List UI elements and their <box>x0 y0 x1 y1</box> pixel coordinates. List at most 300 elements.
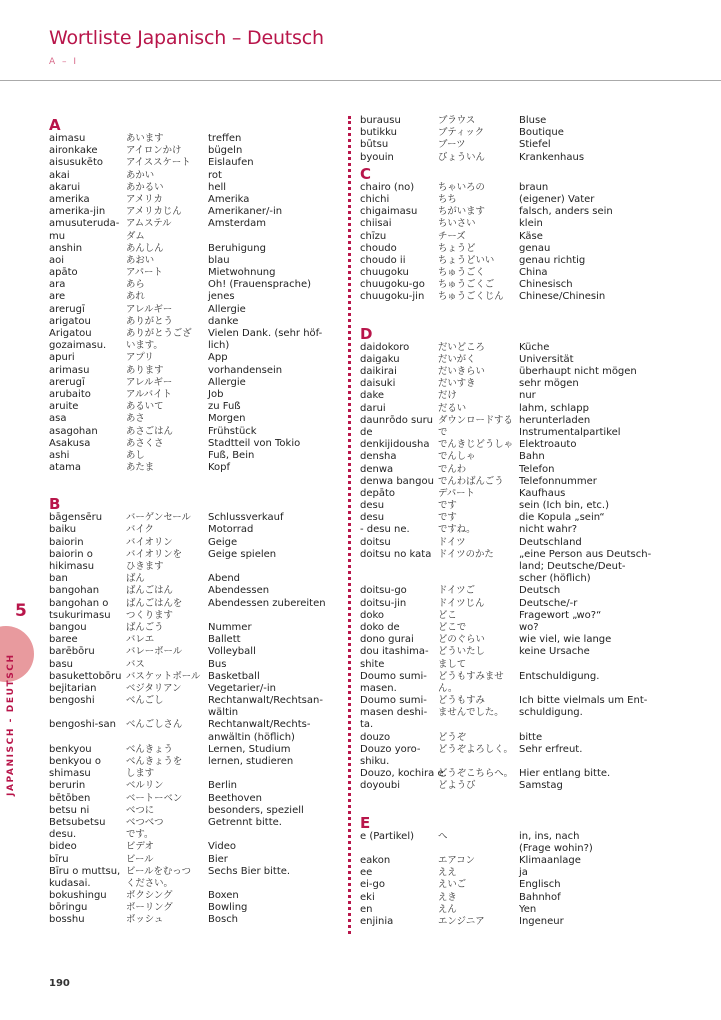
japanese-text: あれ <box>126 291 145 303</box>
romaji-text: doitsu-go <box>360 585 407 597</box>
japanese-text: あし <box>126 449 145 461</box>
japanese-text: エアコン <box>438 854 476 866</box>
german-text: Getrennt bitte. <box>208 816 282 828</box>
german-text: keine Ursache <box>519 646 590 658</box>
word-entry <box>360 842 593 855</box>
romaji-text: ban <box>49 573 68 585</box>
word-entry <box>360 536 582 549</box>
german-text: Amerika <box>208 193 250 205</box>
german-text: Krankenhaus <box>519 151 585 163</box>
japanese-text: ばん <box>126 573 145 585</box>
romaji-text: ara <box>49 279 66 291</box>
german-text: jenes <box>208 291 235 303</box>
romaji-text: aironkake <box>49 145 98 157</box>
word-entry <box>360 151 585 164</box>
romaji-text: arigatou <box>49 315 91 327</box>
german-text: Hier entlang bitte. <box>519 768 611 780</box>
word-entry <box>360 548 652 561</box>
word-entry <box>49 841 237 853</box>
romaji-text: baree <box>49 634 78 646</box>
romaji-text: Asakusa <box>49 437 91 449</box>
romaji-text: doitsu <box>360 536 391 548</box>
japanese-text: ばんごはん <box>126 585 173 597</box>
german-text: Abendessen zubereiten <box>208 597 326 609</box>
japanese-text: エンジニア <box>438 915 485 927</box>
romaji-text: chigaimasu <box>360 206 418 218</box>
word-entry <box>360 500 609 512</box>
german-text: Kaufhaus <box>519 487 566 499</box>
japanese-text: ばんごはんを <box>126 597 183 609</box>
german-text: Nummer <box>208 621 252 633</box>
word-entry <box>49 646 256 658</box>
romaji-text: baiku <box>49 524 77 536</box>
japanese-text: ちいさい <box>438 218 476 230</box>
japanese-text: だるい <box>438 402 467 414</box>
romaji-text: apuri <box>49 352 75 364</box>
romaji-text: enjinia <box>360 915 394 927</box>
japanese-text: あかい <box>126 169 155 181</box>
german-text: Fragewort „wo?“ <box>519 609 602 621</box>
word-entry <box>49 462 231 474</box>
word-entry <box>49 328 323 340</box>
german-text: nur <box>519 390 536 402</box>
german-text: Telefonnummer <box>519 475 597 487</box>
japanese-text: あさごはん <box>126 425 173 437</box>
word-entry <box>49 597 326 610</box>
japanese-text: どうもすみませ <box>438 670 504 682</box>
japanese-text: どうぞこちらへ。 <box>438 768 514 780</box>
japanese-text: どのぐらい <box>438 634 485 646</box>
german-text: Boutique <box>519 127 564 139</box>
german-text: Geige <box>208 536 238 548</box>
german-text: Bus <box>208 658 227 670</box>
word-entry <box>360 743 583 756</box>
japanese-text: アレルギー <box>126 303 173 315</box>
word-entry <box>49 340 230 352</box>
german-text: Allergie <box>208 376 246 388</box>
word-entry <box>360 426 621 439</box>
german-text: nicht wahr? <box>519 524 578 536</box>
romaji-text: doyoubi <box>360 780 400 792</box>
german-text: falsch, anders sein <box>519 206 613 218</box>
japanese-text: です <box>438 500 457 512</box>
word-entry <box>360 463 555 476</box>
german-text: China <box>519 267 548 279</box>
word-column-left <box>49 115 326 927</box>
japanese-text: です。 <box>126 829 154 841</box>
word-entry <box>49 816 282 829</box>
japanese-text: まして <box>438 658 467 670</box>
japanese-text: ブティック <box>438 127 485 139</box>
word-entry <box>49 548 277 561</box>
romaji-text: e (Partikel) <box>360 830 415 842</box>
word-entry <box>360 585 561 597</box>
romaji-text: amerika-jin <box>49 206 106 218</box>
romaji-text: ashi <box>49 449 70 461</box>
romaji-text: benkyou <box>49 743 92 755</box>
japanese-text: べつべつ <box>126 816 164 828</box>
word-entry <box>360 291 606 303</box>
german-text: rot <box>208 169 222 181</box>
romaji-text: eki <box>360 891 375 903</box>
romaji-text: doko <box>360 609 385 621</box>
word-entry <box>360 768 611 780</box>
german-text: Bosch <box>208 914 239 926</box>
section-gap <box>360 793 372 813</box>
romaji-text: doko de <box>360 621 400 633</box>
romaji-text: aoi <box>49 254 65 266</box>
japanese-text: バレーボール <box>126 646 183 658</box>
japanese-text: ちち <box>438 193 457 205</box>
japanese-text: あるいて <box>126 401 164 413</box>
german-text: Amsterdam <box>208 218 267 230</box>
word-entry <box>360 193 595 206</box>
japanese-text: あいます <box>126 133 164 144</box>
romaji-text: dono gurai <box>360 634 414 646</box>
word-entry <box>49 865 291 878</box>
german-text: besonders, speziell <box>208 804 304 816</box>
romaji-text: densha <box>360 451 397 463</box>
japanese-text: どういたし <box>438 646 485 658</box>
word-entry <box>49 206 283 218</box>
side-label: JAPANISCH - DEUTSCH <box>6 653 16 796</box>
word-entry <box>360 780 563 792</box>
japanese-text: アパート <box>126 267 163 279</box>
romaji-text: arerugī <box>49 303 85 315</box>
german-text: lich) <box>208 340 230 352</box>
romaji-text: ee <box>360 867 373 879</box>
word-entry <box>49 768 155 780</box>
japanese-text: えき <box>438 891 457 903</box>
romaji-text: Arigatou <box>49 328 92 339</box>
german-text: Universität <box>519 353 574 365</box>
german-text: Entschuldigung. <box>519 670 600 682</box>
word-entry <box>360 609 602 622</box>
word-entry <box>49 303 246 316</box>
romaji-text: denwa bangou <box>360 475 434 487</box>
japanese-text: ドイツじん <box>438 597 485 609</box>
german-text: hell <box>208 181 227 193</box>
german-text: Schlussverkauf <box>208 512 284 524</box>
japanese-text: ボクシング <box>126 890 173 902</box>
japanese-text: だいきらい <box>438 366 485 377</box>
romaji-text: chiisai <box>360 218 392 230</box>
romaji-text: shiku. <box>360 756 390 767</box>
romaji-text: gozaimasu. <box>49 340 107 352</box>
section-letter: B <box>49 495 61 514</box>
german-text: Yen <box>519 903 537 915</box>
japanese-text: えいご <box>438 879 467 891</box>
romaji-text: būtsu <box>360 139 389 151</box>
romaji-text: daisuki <box>360 378 396 390</box>
romaji-text: chuugoku-go <box>360 279 425 291</box>
german-text: Bowling <box>208 902 248 914</box>
romaji-text: bejitarian <box>49 682 97 694</box>
romaji-text: bokushingu <box>49 890 107 902</box>
japanese-text: です <box>438 512 457 524</box>
romaji-text: byouin <box>360 151 394 163</box>
romaji-text: bangou <box>49 621 87 633</box>
word-entry <box>360 115 547 127</box>
word-entry <box>49 267 276 279</box>
word-entry <box>49 230 145 243</box>
german-text: Bahn <box>519 451 545 463</box>
german-text: Allergie <box>208 303 246 315</box>
german-text: Kopf <box>208 462 231 474</box>
word-entry <box>49 315 239 328</box>
word-entry <box>360 621 539 634</box>
word-entry <box>49 585 270 597</box>
word-entry <box>49 413 246 425</box>
section-letter: D <box>360 324 373 343</box>
word-entry <box>49 561 164 573</box>
japanese-text: ベートーベン <box>126 792 183 804</box>
german-text: Bluse <box>519 115 547 126</box>
japanese-text: つくります <box>126 609 173 621</box>
word-entry <box>49 376 246 389</box>
romaji-text: tsukurimasu <box>49 609 111 621</box>
japanese-text: ボーリング <box>126 902 173 914</box>
japanese-text: ドイツのかた <box>438 548 494 560</box>
japanese-text: アムステル <box>126 218 172 230</box>
german-text: Boxen <box>208 890 239 902</box>
japanese-text: ダム <box>126 230 145 242</box>
romaji-text: bāgensēru <box>49 512 103 524</box>
german-text: Beethoven <box>208 792 262 804</box>
word-entry <box>360 353 574 366</box>
german-text: Ingeneur <box>519 915 564 927</box>
word-entry <box>49 133 242 145</box>
word-entry <box>360 127 564 139</box>
japanese-text: ありがとうござ <box>126 328 192 339</box>
romaji-text: douzo <box>360 731 391 743</box>
word-entry <box>49 388 224 401</box>
word-entry <box>49 524 254 536</box>
romaji-text: chīzu <box>360 230 387 242</box>
section-gap <box>49 474 61 494</box>
japanese-text: ちょうど <box>438 242 476 254</box>
german-text: vorhandensein <box>208 364 283 376</box>
word-entry <box>49 218 267 230</box>
word-entry <box>49 242 266 255</box>
word-entry <box>49 609 173 622</box>
german-text: herunterladen <box>519 414 591 426</box>
word-entry <box>49 425 257 438</box>
german-text: danke <box>208 315 239 327</box>
german-text: Samstag <box>519 780 563 792</box>
word-entry <box>360 634 612 646</box>
german-text: lahm, schlapp <box>519 402 589 414</box>
german-text: Rechtanwalt/Rechtsan- <box>208 695 323 707</box>
section-letter: A <box>49 116 61 134</box>
german-text: Chinese/Chinesin <box>519 291 606 303</box>
german-text: sein (Ich bin, etc.) <box>519 500 609 512</box>
word-entry <box>49 670 260 683</box>
japanese-text: バーゲンセール <box>126 512 191 524</box>
german-text: Basketball <box>208 670 260 682</box>
german-text: Eislaufen <box>208 157 254 169</box>
column-divider <box>348 116 351 934</box>
german-text: Rechtanwalt/Rechts- <box>208 719 311 731</box>
word-entry <box>49 169 222 182</box>
romaji-text: chairo (no) <box>360 181 415 193</box>
word-entry <box>49 181 227 194</box>
german-text: Vielen Dank. (sehr höf- <box>208 328 323 339</box>
word-entry <box>360 439 577 451</box>
german-text: Job <box>208 388 224 400</box>
japanese-text: へ <box>438 830 448 842</box>
word-entry <box>360 682 458 695</box>
german-text: ja <box>519 867 528 879</box>
romaji-text: bangohan o <box>49 597 109 609</box>
word-entry <box>49 902 248 914</box>
page-subtitle: A – I <box>49 57 79 67</box>
romaji-text: bideo <box>49 841 77 853</box>
japanese-text: べつに <box>126 804 155 816</box>
japanese-text: ちゃいろの <box>438 181 485 193</box>
word-entry <box>49 437 301 450</box>
word-entry <box>49 512 284 524</box>
word-entry <box>49 145 243 157</box>
word-entry <box>49 780 238 792</box>
german-text: Sehr erfreut. <box>519 743 583 755</box>
romaji-text: shite <box>360 658 385 670</box>
japanese-text: べんごし <box>126 695 164 707</box>
german-text: Telefon <box>519 463 555 475</box>
page-number: 190 <box>49 978 70 989</box>
japanese-text: でんわばんごう <box>438 475 504 487</box>
japanese-text: アイススケート <box>126 157 191 169</box>
japanese-text: ボッシュ <box>126 914 164 926</box>
german-text: genau richtig <box>519 254 586 266</box>
romaji-text: chichi <box>360 193 390 205</box>
german-text: bügeln <box>208 145 243 157</box>
romaji-text: baiorin o <box>49 548 93 560</box>
japanese-text: ベジタリアン <box>126 682 182 694</box>
word-entry <box>49 853 228 866</box>
word-entry <box>360 181 549 194</box>
romaji-text: bīru <box>49 853 69 865</box>
romaji-text: Betsubetsu <box>49 816 106 828</box>
word-entry <box>360 707 583 719</box>
word-entry <box>49 157 254 169</box>
romaji-text: darui <box>360 402 386 414</box>
german-text: treffen <box>208 133 242 144</box>
japanese-text: だいすき <box>438 378 476 390</box>
romaji-text: bētōben <box>49 792 91 804</box>
word-entry <box>360 573 591 585</box>
japanese-text: どうぞよろしく。 <box>438 743 513 755</box>
word-entry <box>360 378 579 390</box>
german-text: klein <box>519 218 543 230</box>
romaji-text: ta. <box>360 719 374 731</box>
german-text: Instrumentalpartikel <box>519 426 621 438</box>
romaji-text: - desu ne. <box>360 524 410 536</box>
word-entry <box>49 401 241 413</box>
word-entry <box>360 475 597 488</box>
german-text: Elektroauto <box>519 439 577 451</box>
japanese-text: ビデオ <box>126 841 154 853</box>
romaji-text: bangohan <box>49 585 100 597</box>
german-text: Küche <box>519 341 550 353</box>
japanese-text: アイロンかけ <box>126 145 182 157</box>
japanese-text: どこ <box>438 609 457 621</box>
japanese-text: どようび <box>438 780 476 792</box>
word-entry <box>360 254 586 267</box>
german-text: land; Deutsche/Deut- <box>519 561 626 572</box>
german-text: wältin <box>208 707 239 719</box>
german-text: Klimaanlage <box>519 854 581 866</box>
word-entry <box>360 230 543 243</box>
japanese-text: ちゅうごく <box>438 267 485 279</box>
japanese-text: でんしゃ <box>438 451 476 463</box>
japanese-text: ください。 <box>126 877 173 889</box>
romaji-text: choudo <box>360 242 397 254</box>
romaji-text: basu <box>49 658 74 670</box>
word-entry <box>360 279 573 291</box>
romaji-text: amerika <box>49 193 90 205</box>
word-entry <box>360 891 561 904</box>
romaji-text: daunrōdo suru <box>360 414 434 426</box>
german-text: in, ins, nach <box>519 830 580 842</box>
romaji-text: ei-go <box>360 879 386 891</box>
german-text: wie viel, wie lange <box>519 634 612 646</box>
german-text: Ich bitte vielmals um Ent- <box>519 695 648 707</box>
japanese-text: ひきます <box>126 561 164 572</box>
japanese-text: ちょうどいい <box>438 254 495 266</box>
romaji-text: desu <box>360 500 385 512</box>
japanese-text: どうもすみ <box>438 695 485 707</box>
word-entry <box>360 206 613 218</box>
word-entry <box>360 879 561 891</box>
japanese-text: あたま <box>126 462 155 474</box>
romaji-text: basukettobōru <box>49 670 122 682</box>
japanese-text: あさ <box>126 413 145 425</box>
japanese-text: アルバイト <box>126 388 172 400</box>
word-entry <box>360 646 590 658</box>
german-text: Oh! (Frauensprache) <box>208 279 312 291</box>
section-gap <box>360 304 372 324</box>
word-entry <box>49 449 255 462</box>
japanese-text: アメリカじん <box>126 206 182 218</box>
japanese-text: ドイツ <box>438 536 466 548</box>
german-text: Geige spielen <box>208 548 277 560</box>
german-text: Beruhigung <box>208 242 266 254</box>
word-entry <box>49 682 277 695</box>
word-entry <box>360 451 545 463</box>
romaji-text: asagohan <box>49 425 98 437</box>
japanese-text: ベルリン <box>126 780 164 792</box>
word-entry <box>49 658 227 671</box>
japanese-text: べんごしさん <box>126 719 183 731</box>
japanese-text: で <box>438 426 448 438</box>
word-entry <box>360 670 600 683</box>
word-entry <box>360 719 372 731</box>
romaji-text: arerugī <box>49 376 85 388</box>
german-text: scher (höflich) <box>519 573 591 585</box>
german-text: Video <box>208 841 237 853</box>
japanese-text: バイク <box>126 524 154 536</box>
romaji-text: Douzo, kochira e. <box>360 768 447 780</box>
word-entry <box>360 597 578 610</box>
japanese-text: ですね。 <box>438 524 476 536</box>
japanese-text: デパート <box>438 487 475 499</box>
romaji-text: en <box>360 903 373 915</box>
japanese-text: ばんごう <box>126 621 164 633</box>
japanese-text: ドイツご <box>438 585 476 597</box>
word-entry <box>360 341 550 354</box>
word-entry <box>49 914 239 926</box>
